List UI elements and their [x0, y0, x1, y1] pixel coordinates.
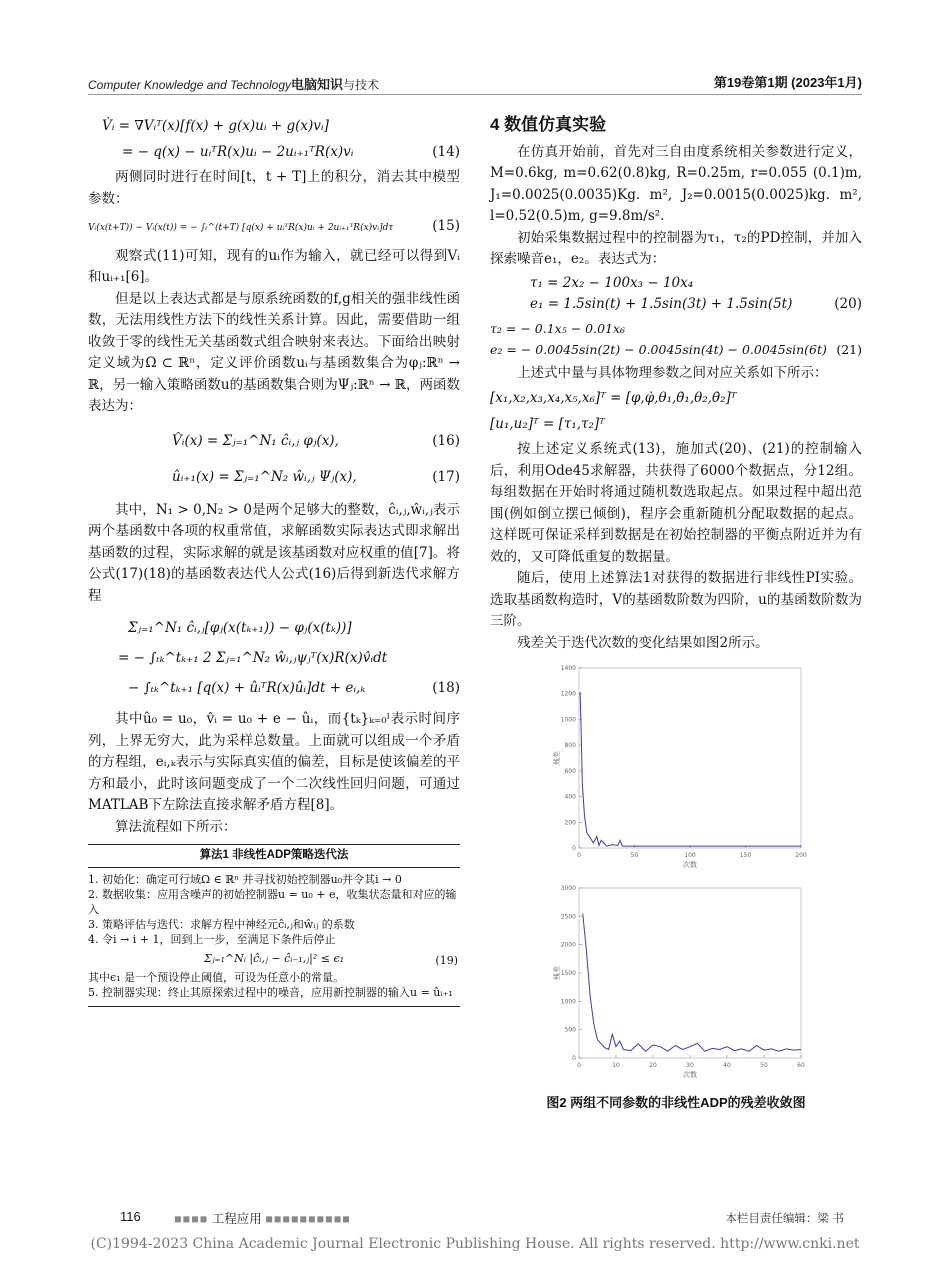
column-editor: 本栏目责任编辑：梁 书 [725, 1211, 844, 1225]
header-rule [88, 94, 862, 95]
paragraph-basis-functions: 但是以上表达式都是与原系统函数的f,g相关的强非线性函数，无法用线性方法下的线性关系计算。因此，需要借助一组收敛于零的线性无关基函数式组合映射来表达。下面给出映射定义域为Ω ⊂ ℝⁿ，定义评价函数uᵢ与基函数集合为φⱼ:ℝⁿ → ℝ，另一输入策略函数u的基函数集合则为Ψⱼ:ℝⁿ → ℝ，两函数表达为： [88, 290, 460, 414]
x-tick-label: 50 [630, 852, 639, 859]
equation-17-number: (17) [432, 468, 460, 485]
x-tick-label: 50 [760, 1062, 768, 1069]
algorithm-body [88, 868, 460, 1006]
y-tick-label: 1500 [560, 970, 576, 977]
equation-18-line-2: = − ∫ₜₖ^tₖ₊₁ 2 Σⱼ₌₁^N₂ ŵᵢ,ⱼψⱼᵀ(x)R(x)v̂ᵢdt [118, 650, 388, 666]
algorithm-note: 其中ϵ₁ 是一个预设停止阈值，可设为任意小的常量。 [88, 971, 345, 984]
x-tick-label: 40 [723, 1062, 731, 1069]
paragraph-figure-ref: 残差关于迭代次数的变化结果如图2所示。 [517, 634, 769, 651]
x-axis-label: 次数 [683, 861, 697, 869]
paragraph-pi-experiment: 随后，使用上述算法1对获得的数据进行非线性PI实验。选取基函数构造时，V的基函数阶数为四阶，u的基函数阶数为三阶。 [490, 570, 862, 629]
equation-21-line-2: e₂ = − 0.0045sin(2t) − 0.0045sin(4t) − 0.0045sin(6t) (21) [490, 339, 862, 361]
paragraph-integral: 两侧同时进行在时间[t，t + T]上的积分，消去其中模型参数： [88, 169, 460, 207]
residual-chart-1 [541, 662, 811, 872]
y-tick-label: 400 [564, 793, 576, 801]
equation-17: ûᵢ₊₁(x) = Σⱼ₌₁^N₂ ŵᵢ,ⱼ Ψⱼ(x), (17) [88, 464, 460, 490]
paragraph-mapping: 上述式中量与具体物理参数之间对应关系如下所示： [517, 364, 828, 381]
section-title: 4 数值仿真实验 [490, 115, 607, 134]
equation-14-line-1: V̇ᵢ = ∇Vᵢᵀ(x)[f(x) + g(x)uᵢ + g(x)vᵢ] [102, 118, 329, 134]
x-tick-label: 20 [649, 1062, 657, 1069]
equation-16: V̂ᵢ(x) = Σⱼ₌₁^N₁ ĉᵢ,ⱼ φⱼ(x), (16) [88, 428, 460, 454]
page-number: 116 [120, 1209, 141, 1224]
x-tick-label: 10 [612, 1062, 620, 1069]
x-tick-label: 30 [686, 1062, 694, 1069]
y-tick-label: 2500 [560, 913, 576, 921]
y-tick-label: 2000 [560, 941, 576, 949]
journal-name-cn: 电脑知识 [291, 77, 344, 92]
running-header-journal [88, 74, 379, 93]
algorithm-step-5: 5. 控制器实现：终止其原探索过程中的噪音，应用新控制器的输入u = ûᵢ₊₁ [88, 986, 453, 999]
figure-2a [541, 662, 811, 872]
equation-15: Vᵢ(x(t+T)) − Vᵢ(x(t)) = − ∫ₜ^(t+T) [q(x) + uᵢᵀR(x)uᵢ + 2uᵢ₊₁ᵀR(x)vᵢ]dτ (15) [88, 216, 460, 240]
y-tick-label: 1400 [560, 665, 576, 672]
paragraph-weights: 其中，N₁ > 0,N₂ > 0是两个足够大的整数，ĉᵢ,ⱼ,ŵᵢ,ⱼ表示两个基函数中各项的权重常值，求解函数实际表达式即求解出基函数的过程，实际求解的就是该基函数对应权重的值[7]。将公式(17)(18)的基函数表达代人公式(16)后得到新迭代求解方程 [88, 501, 460, 604]
x-tick-label: 100 [684, 852, 696, 859]
paragraph-controller: 初始采集数据过程中的控制器为τ₁，τ₂的PD控制，并加入探索噪音e₁，e₂。表达式为： [490, 229, 862, 267]
paragraph-least-squares: 其中û₀ = u₀，v̂ᵢ = u₀ + e − ûᵢ，而{tₖ}ₖ₌₀ˡ表示时间序列，上界无穷大，此为采样总数量。上面就可以组成一个矛盾的方程组，eᵢ,ₖ表示与实际真实值的偏差，目标是使该偏差的平方和最小，此时该问题变成了一个二次线性回归问题，可通过MATLAB下左除法直接求解矛盾方程[8]。 [88, 711, 460, 813]
equation-20-line-2: e₁ = 1.5sin(t) + 1.5sin(3t) + 1.5sin(5t) (20) [490, 294, 862, 316]
x-tick-label: 200 [795, 852, 807, 859]
equation-21-line-1: τ₂ = − 0.1x₅ − 0.01x₆ [490, 320, 626, 336]
paragraph-observation: 观察式(11)可知，现有的uᵢ作为输入，就已经可以得到Vᵢ和uᵢ₊₁[6]。 [88, 247, 460, 285]
paragraph-algorithm-intro: 算法流程如下所示： [115, 818, 237, 835]
equation-state-vector: [x₁,x₂,x₃,x₄,x₅,x₆]ᵀ = [φ,φ̇,θ₁,θ̇₁,θ₂,θ̇₂]ᵀ [490, 390, 737, 406]
figure-caption: 图2 两组不同参数的非线性ADP的残差收敛图 [546, 1095, 806, 1110]
y-axis-label: 残差 [553, 966, 561, 980]
left-column [88, 112, 460, 1007]
y-tick-label: 500 [564, 1026, 576, 1034]
equation-20-line-1: τ₁ = 2x₂ − 100x₃ − 10x₄ [530, 274, 694, 291]
paragraph-data-collection: 按上述定义系统式(13)，施加式(20)、(21)的控制输入后，利用Ode45求解器，共获得了6000个数据点，分12组。每组数据在开始时将通过随机数选取起点。如果过程中超出范围(例如倒立摆已倾倒)，程序会重新随机分配取数据的起点。这样既可保证采样到数据是在初始控制器的平衡点附近并为有效的，又可降低重复的数据量。 [490, 441, 862, 565]
equation-14-line-2: = − q(x) − uᵢᵀR(x)uᵢ − 2uᵢ₊₁ᵀR(x)vᵢ (14) [88, 142, 460, 164]
y-tick-label: 0 [572, 845, 576, 852]
y-tick-label: 800 [564, 742, 576, 750]
journal-name-en: Computer Knowledge and Technology [88, 78, 292, 92]
equation-14-number: (14) [432, 143, 460, 160]
right-column [490, 112, 862, 1114]
y-tick-label: 200 [564, 819, 576, 827]
plot-area [579, 668, 801, 848]
equation-18-number: (18) [432, 680, 460, 696]
y-tick-label: 1200 [560, 690, 576, 698]
equation-19: Σⱼ₌₁^Nᵢ |ĉᵢ,ⱼ − ĉᵢ₋₁,ⱼ|² ≤ ϵ₁ (19) [203, 952, 458, 967]
y-tick-label: 0 [572, 1055, 576, 1062]
paragraph-parameters: 在仿真开始前，首先对三自由度系统相关参数进行定义，M=0.6kg, m=0.62(0.8)kg, R=0.25m, r=0.055 (0.1)m, J₁=0.0025(0.0035)Kg. m², J₂=0.0015(0.0025)kg. m², l=0.52(0.5)m, g=9.8m/s². [490, 143, 862, 224]
algorithm-title: 算法1 非线性ADP策略迭代法 [88, 845, 460, 868]
copyright-notice: (C)1994-2023 China Academic Journal Electronic Publishing House. All rights reserved. http://www.cnki.net [90, 1236, 860, 1252]
equation-20-number: (20) [834, 296, 862, 312]
equation-15-number: (15) [432, 218, 460, 234]
journal-name-cn-suffix: 与技术 [343, 78, 380, 92]
equation-21-number: (21) [836, 342, 862, 357]
x-tick-label: 150 [739, 852, 752, 859]
algorithm-step-2: 2. 数据收集：应用含噪声的初始控制器u = u₀ + e，收集状态量和对应的输入 [88, 888, 457, 916]
footer-section: ■■■■ 工程应用 ■■■■■■■■■■ [174, 1212, 351, 1226]
y-tick-label: 1000 [560, 716, 576, 724]
algorithm-box [88, 844, 460, 1007]
figure-2b [541, 882, 811, 1082]
x-tick-label: 0 [577, 1062, 581, 1069]
y-tick-label: 1000 [560, 998, 576, 1006]
equation-19-number: (19) [435, 954, 458, 967]
equation-18-line-3: − ∫ₜₖ^tₖ₊₁ [q(x) + ûᵢᵀR(x)ûᵢ]dt + eᵢ,ₖ (18) [88, 675, 460, 701]
x-tick-label: 0 [577, 852, 581, 859]
equation-18-line-1: Σⱼ₌₁^N₁ ĉᵢ,ⱼ[φⱼ(x(tₖ₊₁)) − φⱼ(x(tₖ))] [128, 620, 352, 636]
y-axis-label: 残差 [553, 751, 561, 765]
equation-16-number: (16) [432, 432, 460, 449]
x-axis-label: 次数 [683, 1071, 697, 1079]
y-tick-label: 600 [564, 767, 576, 775]
y-tick-label: 3000 [560, 885, 576, 892]
algorithm-step-4: 4. 令i → i + 1，回到上一步，至满足下条件后停止 [88, 933, 336, 946]
x-tick-label: 60 [797, 1062, 805, 1069]
algorithm-step-1: 1. 初始化：确定可行域Ω ∈ ℝⁿ 并寻找初始控制器u₀并令其i → 0 [88, 873, 402, 886]
residual-chart-2 [541, 882, 811, 1082]
algorithm-step-3: 3. 策略评估与迭代：求解方程中神经元ĉᵢ,ⱼ和ŵᵢⱼ 的系数 [88, 918, 355, 931]
equation-input-vector: [u₁,u₂]ᵀ = [τ₁,τ₂]ᵀ [490, 415, 605, 432]
running-header-issue: 第19卷第1期 (2023年1月) [713, 75, 862, 90]
